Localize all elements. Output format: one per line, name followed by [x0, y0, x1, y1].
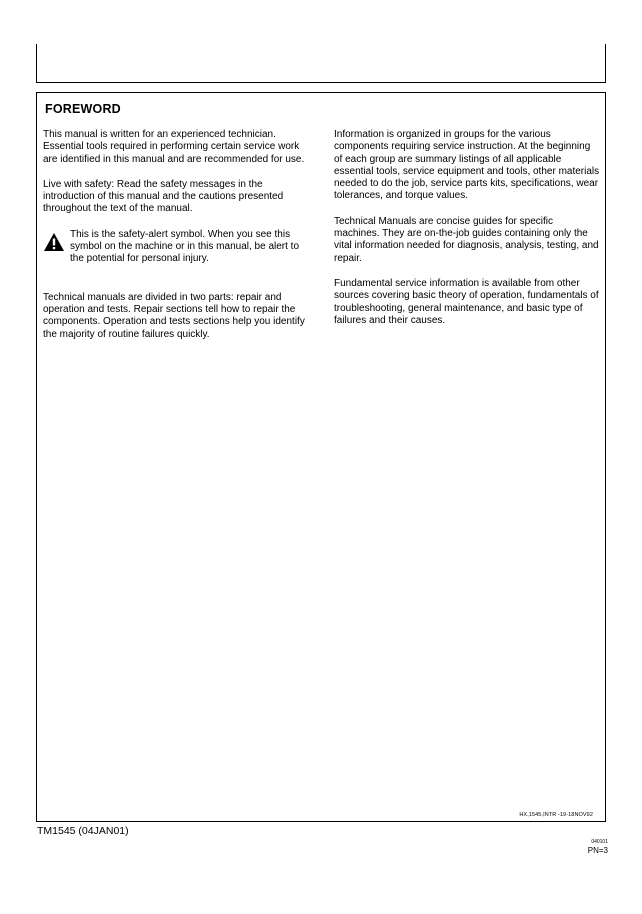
fundamentals-paragraph: Fundamental service information is available from other sources covering basic theory of operation, fundamentals of troubleshooting, general maintenance, and basic type of failures and their causes.: [334, 277, 599, 326]
safety-alert-block: [43, 229, 305, 279]
date-code: 040101: [591, 839, 608, 845]
safety-paragraph: Live with safety: Read the safety messages in the introduction of this manual and the cautions presented throughout the text of the manual.: [43, 178, 284, 215]
technical-manuals-paragraph: Technical Manuals are concise guides for specific machines. They are on-the-job guides containing only the vital information needed for diagnosis, analysis, testing, and repair.: [334, 215, 599, 264]
left-column: [43, 129, 305, 354]
organization-paragraph: Information is organized in groups for the various components requiring service instruction. At the beginning of each group are summary listings of all applicable essential tools, service equipment and tools, other materials needed to do the job, service parts kits, specifications, wear tolerances, and torque values.: [334, 129, 600, 202]
foreword-section: [36, 92, 606, 822]
manual-parts-paragraph: Technical manuals are divided in two parts: repair and operation and tests. Repair sections tell how to repair the components. Operation and tests sections help you identify the majority of routine failures quickly.: [43, 291, 305, 340]
reference-code: HX,1545,INTR -19-18NOV92: [519, 812, 593, 818]
intro-paragraph: This manual is written for an experienced technician. Essential tools required in performing certain service work are identified in this manual and are recommended for use.: [43, 129, 305, 165]
top-frame: [36, 44, 606, 83]
safety-alert-icon: [43, 232, 65, 256]
foreword-heading: FOREWORD: [45, 102, 121, 116]
manual-id: TM1545 (04JAN01): [37, 825, 129, 837]
safety-alert-text: This is the safety-alert symbol. When you see this symbol on the machine or in this manual, be alert to the potential for personal injury.: [70, 228, 300, 265]
right-column: [334, 129, 600, 340]
page-number: PN=3: [587, 846, 608, 855]
